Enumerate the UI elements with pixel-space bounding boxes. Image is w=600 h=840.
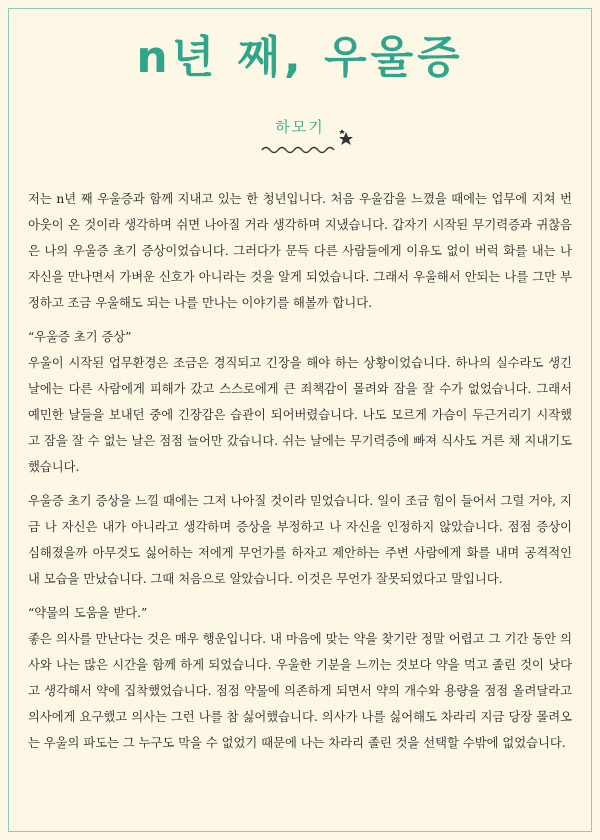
section-heading-early-symptoms: “우울증 초기 증상”: [28, 330, 132, 344]
paragraph-early-symptoms: 우울이 시작된 업무환경은 조금은 경직되고 긴장을 해야 하는 상황이었습니다. 하나의 실수라도 생긴 날에는 다른 사람에게 피해가 갔고 스스로에게 큰 죄책감이 몰려와 잠을 잘 수가 없었습니다. 그래서 예민한 날들을 보내던 중에 긴장감은 습관이 되어버렸습니다. 나도 모르게 가슴이 두근거리기 시작했고 잠을 잘 수 없는 날은 점점 늘어만 갔습니다. 쉬는 날에는 무기력증에 빠져 식사도 거른 채 지내기도 했습니다.: [28, 356, 572, 474]
wavy-underline-star-icon: [258, 128, 358, 158]
paragraph-denial: 우울증 초기 증상을 느낄 때에는 그저 나아질 것이라 믿었습니다. 일이 조금 힘이 들어서 그럴 거야, 지금 나 자신은 내가 아니라고 생각하며 증상을 부정하고 나 자신을 인정하지 않았습니다. 점점 증상이 심해졌을까 아무것도 싫어하는 저에게 무언가를 하자고 제안하는 주변 사람에게 화를 내며 공격적인 내 모습을 만났습니다. 그때 처음으로 알았습니다. 이것은 무언가 잘못되었다고 말입니다.: [28, 494, 572, 586]
article-body: [28, 186, 572, 756]
section-heading-medication: “약물의 도움을 받다.”: [28, 606, 148, 620]
document-title: n년 째, 우울증: [136, 32, 464, 83]
paragraph-medication: 좋은 의사를 만난다는 것은 매우 행운입니다. 내 마음에 맞는 약을 찾기란 정말 어렵고 그 기간 동안 의사와 나는 많은 시간을 함께 하게 되었습니다. 우울한 기분을 느끼는 것보다 약을 먹고 졸린 것이 낫다고 생각해서 약에 집착했었습니다. 점점 약물에 의존하게 되면서 약의 개수와 용량을 점점 올려달라고 의사에게 요구했고 의사는 그런 나를 참 싫어했습니다. 의사가 나를 싫어해도 차라리 지금 당장 몰려오는 우울의 파도는 그 누구도 막을 수 없었기 때문에 나는 차라리 졸린 것을 선택할 수밖에 없었습니다.: [28, 632, 572, 750]
author-name: 하모기: [275, 118, 325, 136]
paragraph-intro: 저는 n년 째 우울증과 함께 지내고 있는 한 청년입니다. 처음 우울감을 느꼈을 때에는 업무에 지쳐 번아웃이 온 것이라 생각하며 쉬면 나아질 거라 생각하며 지냈습니다. 갑자기 시작된 무기력증과 귀찮음은 나의 우울증 초기 증상이었습니다. 그러다가 문득 다른 사람들에게 이유도 없이 버럭 화를 내는 나 자신을 만나면서 가벼운 신호가 아니라는 것을 알게 되었습니다. 그래서 우울해서 안되는 나를 그만 부정하고 조금 우울해도 되는 나를 만나는 이야기를 해볼까 합니다.: [28, 192, 572, 310]
